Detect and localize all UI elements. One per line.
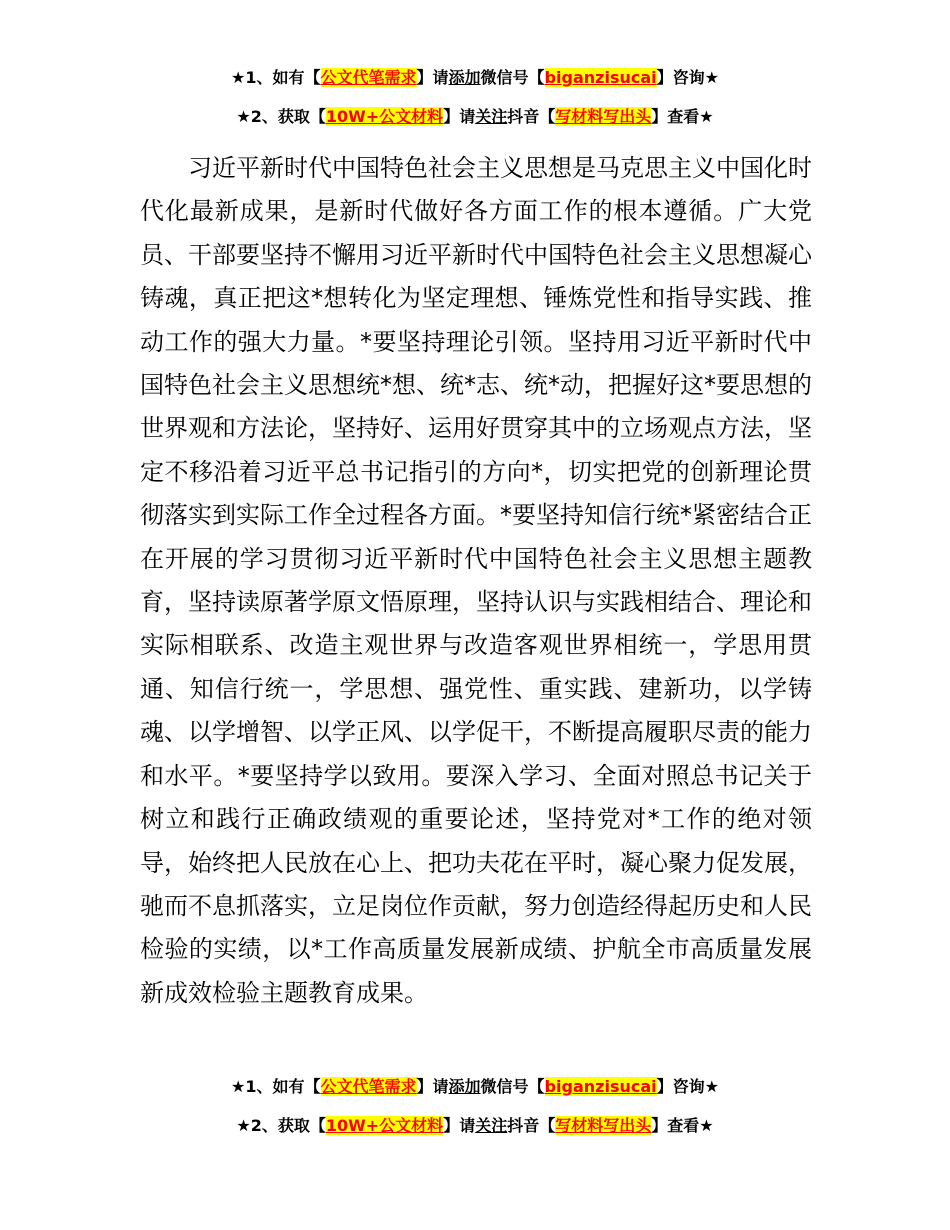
promo-highlight: 10W+公文材料 — [325, 1116, 444, 1135]
promo-prefix: 2、获取【 — [250, 1116, 326, 1135]
promo-mid: 】请 — [416, 68, 449, 87]
star-icon: ★ — [231, 1077, 246, 1096]
star-icon: ★ — [699, 107, 714, 126]
header-promo-line-1 — [0, 66, 950, 90]
douyin-account-highlight: 写材料写出头 — [555, 1116, 652, 1135]
footer-promo-line-1 — [0, 1075, 950, 1099]
star-icon: ★ — [699, 1116, 714, 1135]
star-icon: ★ — [231, 68, 246, 87]
promo-mid: 抖音【 — [507, 1116, 556, 1135]
promo-mid: 微信号【 — [480, 68, 545, 87]
promo-mid: 微信号【 — [480, 1077, 545, 1096]
body-paragraph: 习近平新时代中国特色社会主义思想是马克思主义中国化时代化最新成果，是新时代做好各方面工作的根本遵循。广大党员、干部要坚持不懈用习近平新时代中国特色社会主义思想凝心铸魂，真正把这*想转化为坚定理想、锤炼党性和指导实践、推动工作的强大力量。*要坚持理论引领。坚持用习近平新时代中国特色社会主义思想统*想、统*志、统*动，把握好这*要思想的世界观和方法论，坚持好、运用好贯穿其中的立场观点方法，坚定不移沿着习近平总书记指引的方向*，切实把党的创新理论贯彻落实到实际工作全过程各方面。*要坚持知信行统*紧密结合正在开展的学习贯彻习近平新时代中国特色社会主义思想主题教育，坚持读原著学原文悟原理，坚持认识与实践相结合、理论和实际相联系、改造主观世界与改造客观世界相统一，学思用贯通、知信行统一，学思想、强党性、重实践、建新功，以学铸魂、以学增智、以学正风、以学促干，不断提高履职尽责的能力和水平。*要坚持学以致用。要深入学习、全面对照总书记关于树立和践行正确政绩观的重要论述，坚持党对*工作的绝对领导，始终把人民放在心上、把功夫花在平时，凝心聚力促发展，驰而不息抓落实，立足岗位作贡献，努力创造经得起历史和人民检验的实绩，以*工作高质量发展新成绩、护航全市高质量发展新成效检验主题教育成果。 — [140, 154, 812, 1007]
star-icon: ★ — [236, 107, 251, 126]
star-icon: ★ — [704, 1077, 719, 1096]
promo-highlight: 10W+公文材料 — [325, 107, 444, 126]
promo-highlight: 公文代笔需求 — [320, 68, 417, 87]
promo-suffix: 】咨询 — [656, 1077, 705, 1096]
promo-highlight: 公文代笔需求 — [320, 1077, 417, 1096]
promo-prefix: 2、获取【 — [250, 107, 326, 126]
wechat-id-highlight: biganzisucai — [544, 1077, 657, 1096]
promo-prefix: 1、如有【 — [245, 68, 321, 87]
promo-underlined: 关注 — [475, 1116, 508, 1135]
header-promo-line-2 — [0, 105, 950, 129]
star-icon: ★ — [704, 68, 719, 87]
wechat-id-highlight: biganzisucai — [544, 68, 657, 87]
promo-suffix: 】咨询 — [656, 68, 705, 87]
promo-prefix: 1、如有【 — [245, 1077, 321, 1096]
promo-mid: 】请 — [443, 1116, 476, 1135]
promo-mid: 抖音【 — [507, 107, 556, 126]
promo-underlined: 关注 — [475, 107, 508, 126]
footer-promo-line-2 — [0, 1114, 950, 1138]
star-icon: ★ — [236, 1116, 251, 1135]
promo-mid: 】请 — [416, 1077, 449, 1096]
promo-suffix: 】查看 — [651, 107, 700, 126]
promo-suffix: 】查看 — [651, 1116, 700, 1135]
douyin-account-highlight: 写材料写出头 — [555, 107, 652, 126]
promo-underlined: 添加 — [448, 68, 481, 87]
promo-mid: 】请 — [443, 107, 476, 126]
promo-underlined: 添加 — [448, 1077, 481, 1096]
